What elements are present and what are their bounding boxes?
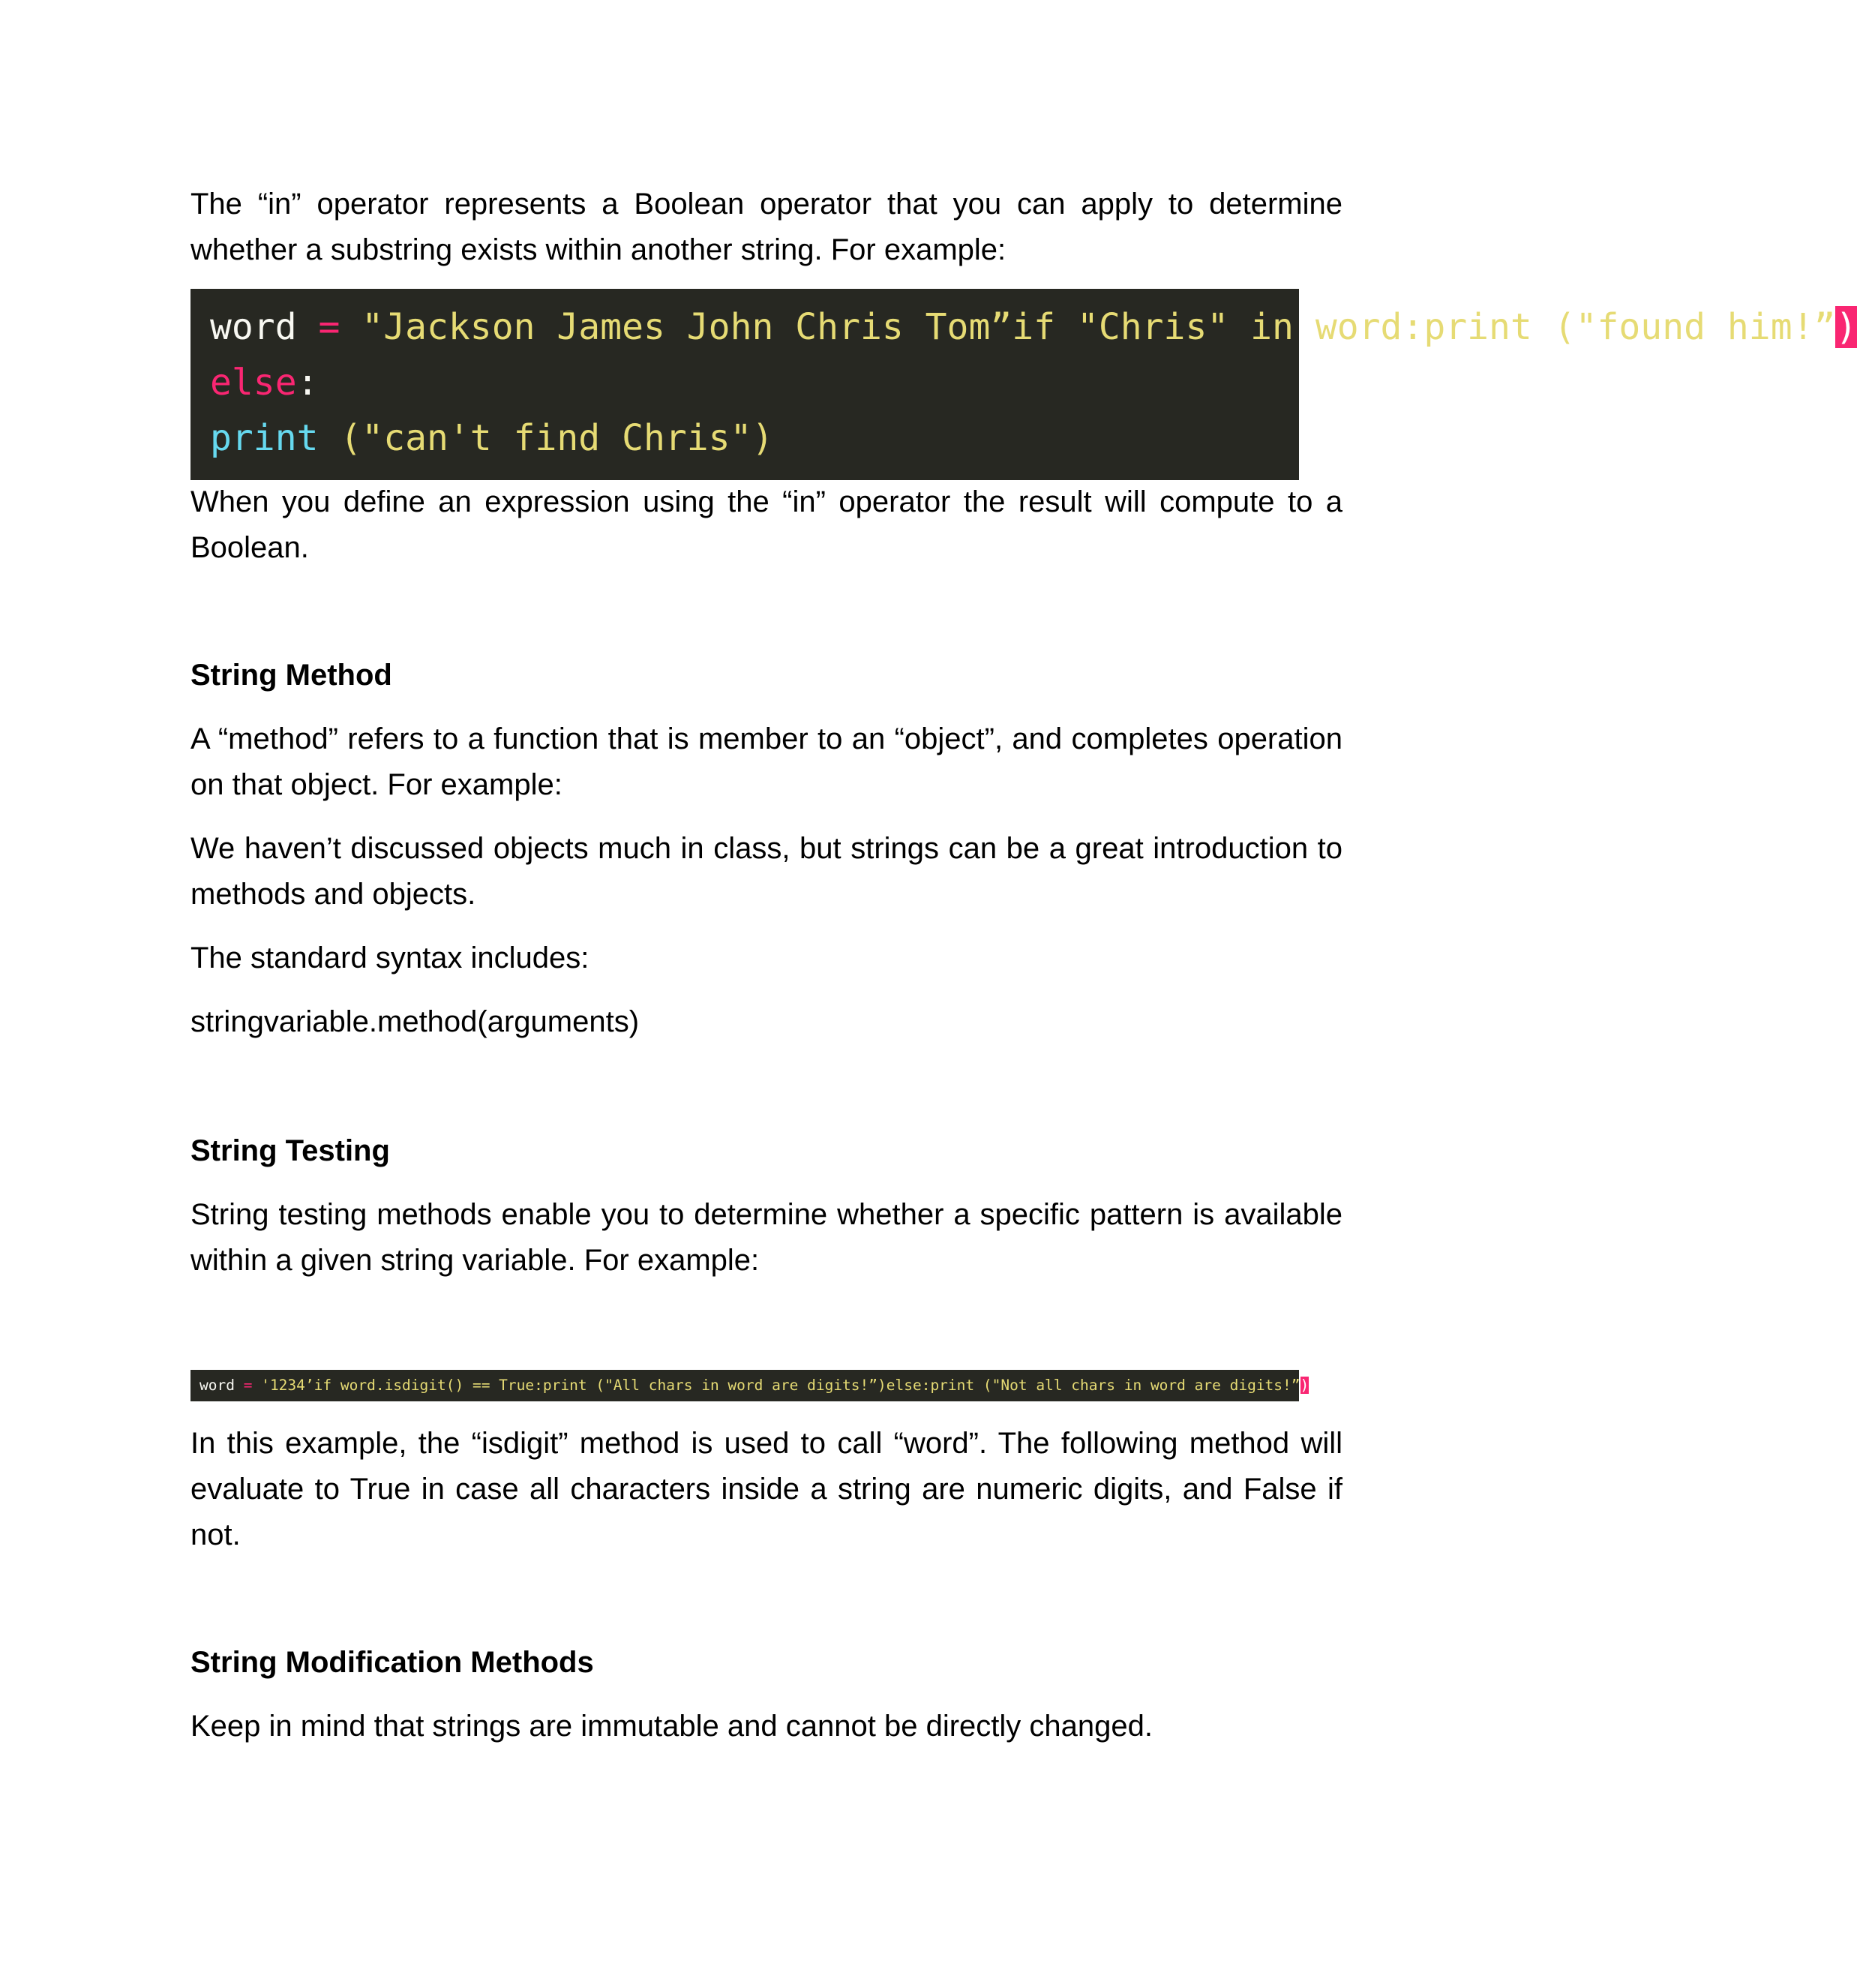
- code-cursor-highlight: ): [1300, 1377, 1310, 1394]
- code-line-3: [210, 417, 773, 459]
- paragraph-immutable: Keep in mind that strings are immutable and cannot be directly changed.: [190, 1710, 1153, 1743]
- paragraph-isdigit-explanation: In this example, the “isdigit” method is used to call “word”. The following method will evaluate to True in case all characters inside a string are numeric digits, and False if not.: [190, 1427, 1342, 1551]
- paragraph-objects-intro: We haven’t discussed objects much in class, but strings can be a great introduction to methods and objects.: [190, 832, 1342, 911]
- code-block-in-operator: [190, 289, 1857, 480]
- paragraph-standard-syntax: The standard syntax includes:: [190, 941, 590, 974]
- paragraph-string-testing: String testing methods enable you to determine whether a specific pattern is available within a given string variable. For example:: [190, 1198, 1342, 1277]
- heading-string-testing: String Testing: [190, 1134, 390, 1167]
- code-function: print: [210, 417, 319, 459]
- code-keyword: else: [210, 362, 297, 404]
- code-string: '1234’if word.isdigit() == True:print ("All chars in word are digits!”)else:print ("Not all chars in word are digits!”: [261, 1377, 1300, 1394]
- paragraph-method-definition: A “method” refers to a function that is member to an “object”, and completes operation on that object. For example:: [190, 722, 1342, 801]
- code-string: ("can't find Chris"): [318, 417, 774, 459]
- paragraph-syntax-example: stringvariable.method(arguments): [190, 1005, 640, 1038]
- code-line-2: [210, 362, 319, 404]
- code-line-1: [210, 306, 1857, 348]
- code-punctuation: :: [296, 362, 319, 404]
- code-block-isdigit: [190, 1370, 1310, 1401]
- heading-string-method: String Method: [190, 659, 392, 692]
- code-variable: word: [210, 306, 297, 348]
- code-operator: =: [296, 306, 362, 348]
- heading-string-modification: String Modification Methods: [190, 1646, 594, 1679]
- code-string: "Jackson James John Chris Tom”if "Chris" in word:print ("found him!”: [362, 306, 1836, 348]
- paragraph-in-operator-intro: The “in” operator represents a Boolean operator that you can apply to determine whether a substring exists within another string. For example:: [190, 188, 1342, 266]
- code-cursor-highlight: ): [1835, 306, 1857, 348]
- code-variable: word: [200, 1377, 235, 1394]
- paragraph-in-operator-result: When you define an expression using the “in” operator the result will compute to a Boolean.: [190, 485, 1342, 564]
- code-operator: =: [234, 1377, 262, 1394]
